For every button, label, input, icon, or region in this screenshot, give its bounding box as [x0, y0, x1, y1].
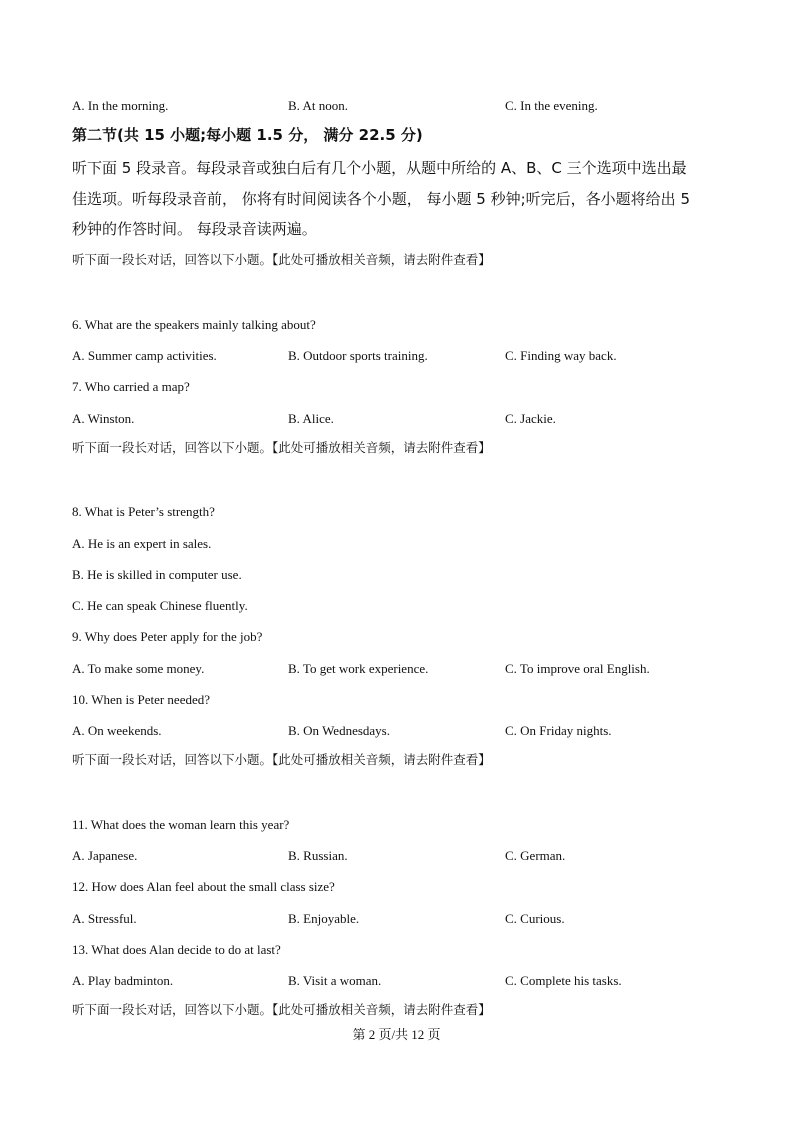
- instruction-line-1: 听下面 5 段录音。每段录音或独白后有几个小题，从题中所给的 A、B、C 三个选项中选出最: [72, 159, 687, 177]
- question-13: 13. What does Alan decide to do at last?: [72, 942, 281, 957]
- q13-option-b: B. Visit a woman.: [288, 973, 382, 988]
- q6-option-a: A. Summer camp activities.: [72, 348, 217, 363]
- q6-option-b: B. Outdoor sports training.: [288, 348, 428, 363]
- q9-option-a: A. To make some money.: [72, 661, 205, 676]
- page-footer: 第 2 页/共 12 页: [352, 1027, 441, 1042]
- q12-option-a: A. Stressful.: [72, 911, 137, 926]
- q12-option-b: B. Enjoyable.: [288, 911, 360, 926]
- q8-option-c: C. He can speak Chinese fluently.: [72, 598, 248, 613]
- question-8: 8. What is Peter’s strength?: [72, 504, 215, 519]
- q9-option-b: B. To get work experience.: [288, 661, 429, 676]
- q11-option-a: A. Japanese.: [72, 848, 138, 863]
- q13-option-a: A. Play badminton.: [72, 973, 174, 988]
- question-10: 10. When is Peter needed?: [72, 692, 211, 707]
- audio-prompt: 听下面一段长对话，回答以下小题。【此处可播放相关音频，请去附件查看】: [72, 252, 491, 267]
- question-6: 6. What are the speakers mainly talking about?: [72, 317, 316, 332]
- q11-option-c: C. German.: [505, 848, 566, 863]
- q12-option-c: C. Curious.: [505, 911, 565, 926]
- question-12: 12. How does Alan feel about the small class size?: [72, 879, 335, 894]
- q10-option-b: B. On Wednesdays.: [288, 723, 390, 738]
- q6-option-c: C. Finding way back.: [505, 348, 617, 363]
- q7-option-b: B. Alice.: [288, 411, 334, 426]
- option-b: B. At noon.: [288, 98, 348, 113]
- section-title: 第二节(共 15 小题;每小题 1.5 分， 满分 22.5 分): [72, 126, 423, 144]
- q10-option-c: C. On Friday nights.: [505, 723, 612, 738]
- audio-prompt: 听下面一段长对话，回答以下小题。【此处可播放相关音频，请去附件查看】: [72, 1002, 491, 1017]
- option-c: C. In the evening.: [505, 98, 598, 113]
- q8-option-a: A. He is an expert in sales.: [72, 536, 212, 551]
- question-9: 9. Why does Peter apply for the job?: [72, 629, 263, 644]
- q9-option-c: C. To improve oral English.: [505, 661, 650, 676]
- instruction-line-3: 秒钟的作答时间。 每段录音读两遍。: [72, 220, 317, 238]
- option-a: A. In the morning.: [72, 98, 169, 113]
- q13-option-c: C. Complete his tasks.: [505, 973, 622, 988]
- instruction-line-2: 佳选项。听每段录音前， 你将有时间阅读各个小题， 每小题 5 秒钟;听完后，各小题将给出 5: [72, 190, 690, 208]
- q7-option-c: C. Jackie.: [505, 411, 556, 426]
- audio-prompt: 听下面一段长对话，回答以下小题。【此处可播放相关音频，请去附件查看】: [72, 752, 491, 767]
- audio-prompt: 听下面一段长对话，回答以下小题。【此处可播放相关音频，请去附件查看】: [72, 440, 491, 455]
- q7-option-a: A. Winston.: [72, 411, 135, 426]
- q11-option-b: B. Russian.: [288, 848, 348, 863]
- question-7: 7. Who carried a map?: [72, 379, 190, 394]
- q8-option-b: B. He is skilled in computer use.: [72, 567, 242, 582]
- q10-option-a: A. On weekends.: [72, 723, 162, 738]
- question-11: 11. What does the woman learn this year?: [72, 817, 290, 832]
